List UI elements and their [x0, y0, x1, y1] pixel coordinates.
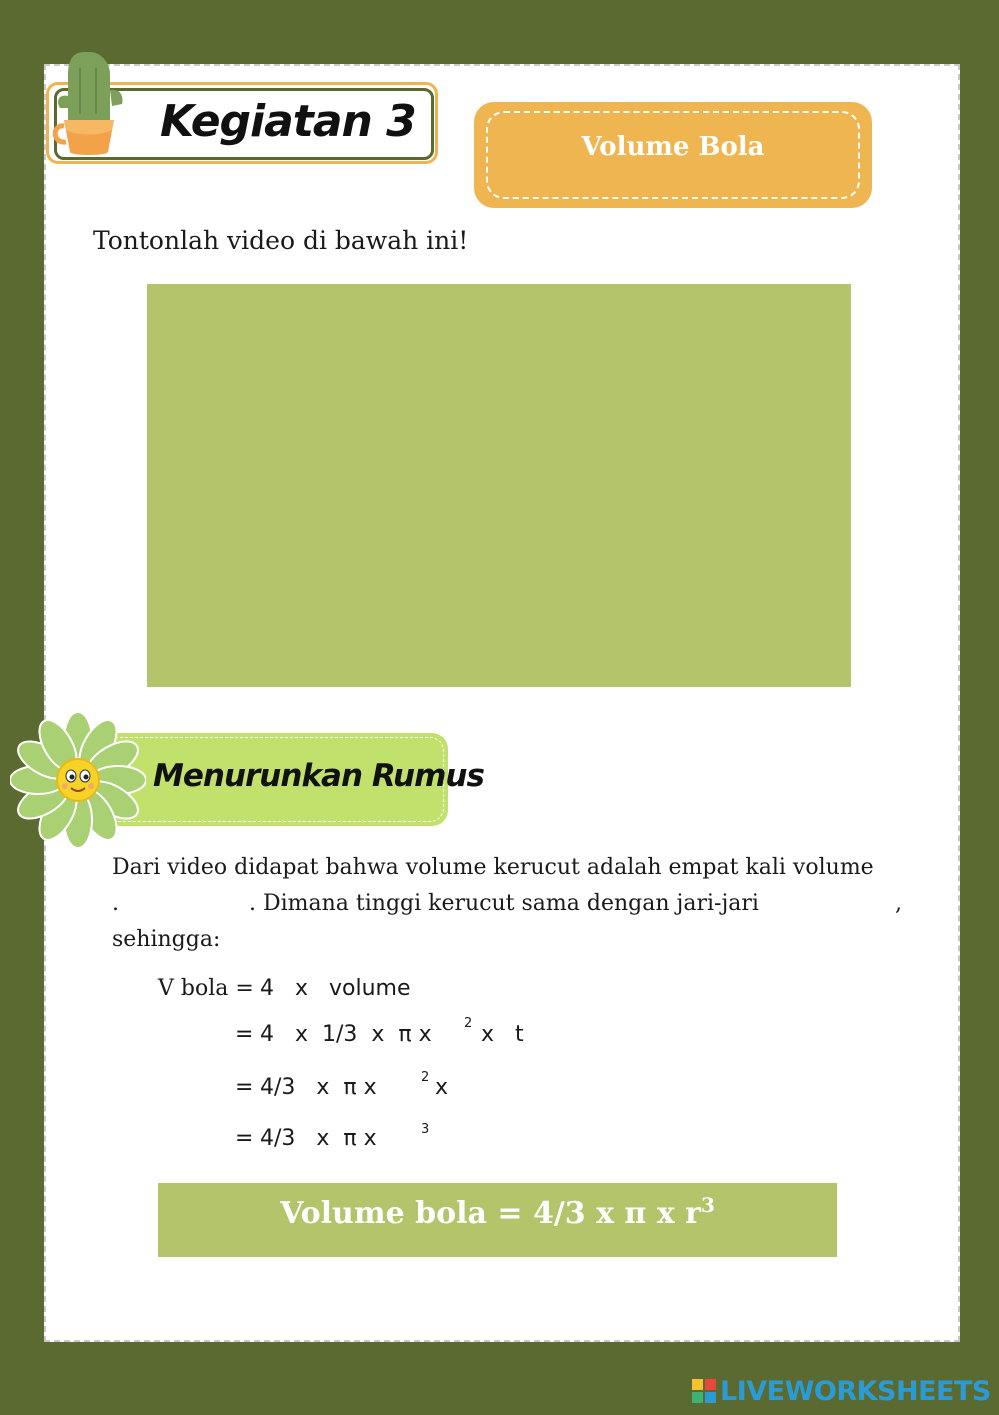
paragraph-line-2-start: .	[112, 891, 119, 916]
equation-row-1: 4 x volume	[260, 976, 411, 1001]
equation-row-2: 4 x 1/3 x π x	[260, 1022, 432, 1047]
formula-main: Volume bola = 4/3 x π x r	[280, 1196, 701, 1231]
equation-row-4: 4/3 x π x	[260, 1126, 377, 1151]
equation-row-4-exponent: 3	[421, 1122, 430, 1137]
paragraph-line-1: Dari video didapat bahwa volume kerucut adalah empat kali volume	[112, 855, 874, 880]
equation-row-3-equals: =	[235, 1075, 254, 1100]
instruction-text: Tontonlah video di bawah ini!	[93, 226, 469, 255]
brand-name: LIVEWORKSHEETS	[720, 1375, 991, 1407]
formula-exponent: 3	[700, 1193, 715, 1217]
worksheet-page	[44, 64, 960, 1342]
equation-row-3: 4/3 x π x	[260, 1075, 377, 1100]
brand-watermark	[692, 1376, 991, 1406]
equation-row-2-tail: x t	[481, 1022, 524, 1047]
equation-lhs: V bola =	[158, 976, 254, 1001]
equation-row-3-exponent: 2	[421, 1070, 430, 1085]
paragraph-line-2-end: ,	[895, 891, 902, 916]
equation-row-2-exponent: 2	[464, 1016, 473, 1031]
equation-row-2-equals: =	[235, 1022, 254, 1047]
paragraph-line-3: sehingga:	[112, 927, 221, 952]
equation-row-4-equals: =	[235, 1126, 254, 1151]
paragraph-line-2-middle: . Dimana tinggi kerucut sama dengan jari-jari	[249, 891, 759, 916]
flower-icon	[10, 712, 146, 848]
video-player[interactable]	[147, 284, 851, 687]
liveworksheets-logo-icon	[692, 1379, 716, 1403]
paragraph-line-2	[112, 891, 902, 916]
activity-title: Kegiatan 3	[160, 96, 416, 147]
section-title: Menurunkan Rumus	[153, 758, 484, 794]
cactus-icon	[50, 38, 130, 158]
topic-tag-label: Volume Bola	[581, 132, 765, 162]
formula-text	[158, 1193, 837, 1231]
equation-row-3-tail: x	[435, 1075, 449, 1100]
